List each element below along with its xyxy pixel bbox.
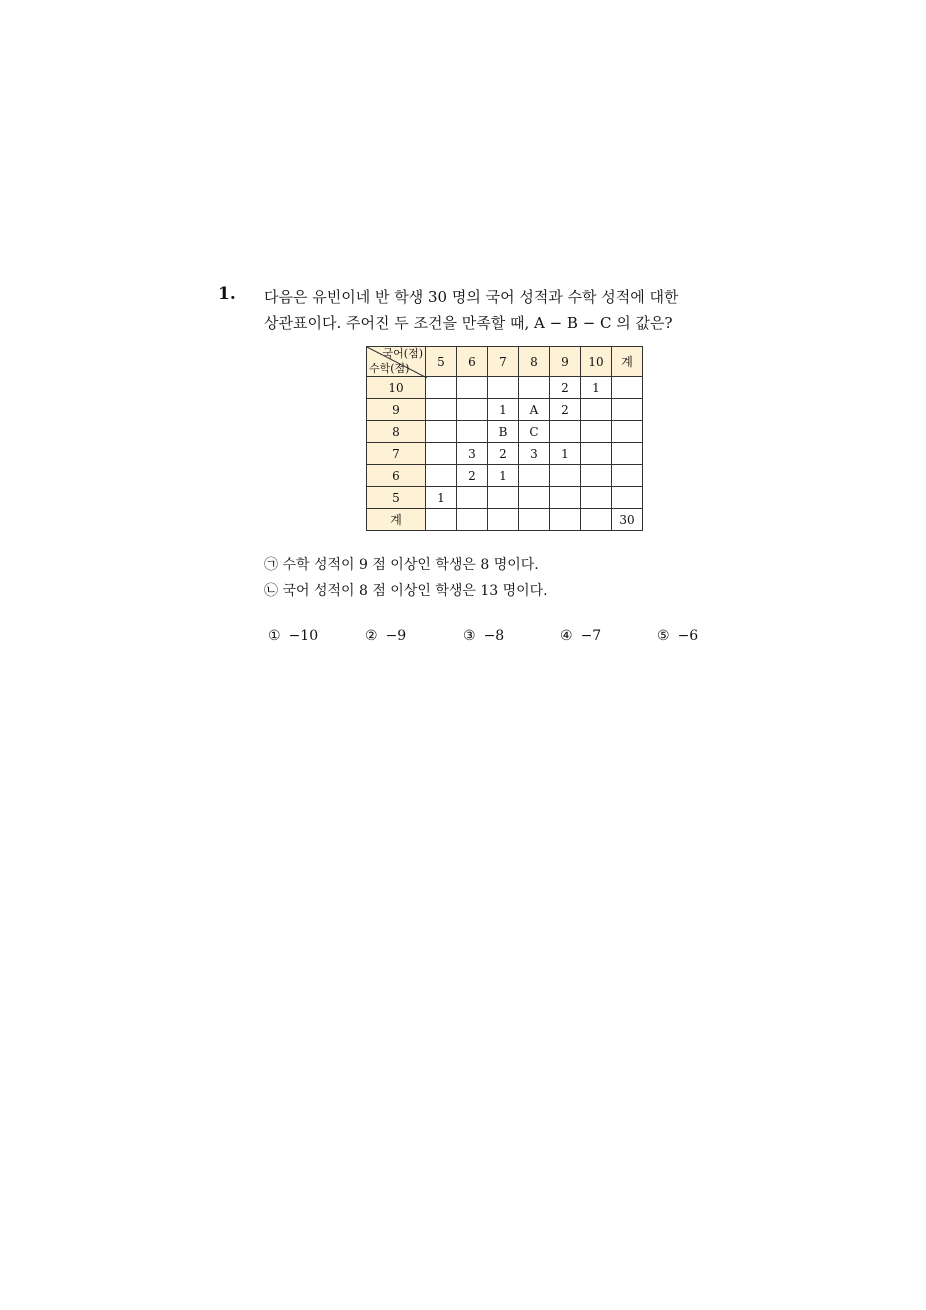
column-header: 7 xyxy=(488,347,519,377)
choice-value: −10 xyxy=(288,628,319,644)
condition-1: ㉠ 수학 성적이 9 점 이상인 학생은 8 명이다. xyxy=(264,557,539,573)
table-cell: 2 xyxy=(457,465,488,487)
table-header-row xyxy=(367,347,643,377)
choice-marker: ② xyxy=(365,628,378,644)
table-cell xyxy=(457,487,488,509)
table-cell xyxy=(612,399,643,421)
table-row xyxy=(367,443,643,465)
choice-value: −7 xyxy=(580,628,602,644)
condition-2: ㉡ 국어 성적이 8 점 이상인 학생은 13 명이다. xyxy=(264,583,548,599)
table-cell xyxy=(612,377,643,399)
table-cell xyxy=(612,465,643,487)
choice-5[interactable] xyxy=(657,628,698,644)
choice-3[interactable] xyxy=(463,628,504,644)
corner-column-label: 국어(점) xyxy=(382,347,423,360)
row-header: 5 xyxy=(367,487,426,509)
table-cell: 1 xyxy=(581,377,612,399)
row-header: 8 xyxy=(367,421,426,443)
row-header: 6 xyxy=(367,465,426,487)
column-header: 5 xyxy=(426,347,457,377)
row-header-total: 계 xyxy=(367,509,426,531)
table-cell xyxy=(581,399,612,421)
choice-2[interactable] xyxy=(365,628,406,644)
choice-marker: ③ xyxy=(463,628,476,644)
row-header: 7 xyxy=(367,443,426,465)
table-cell: B xyxy=(488,421,519,443)
table-cell xyxy=(612,443,643,465)
table-cell xyxy=(581,465,612,487)
table-cell: 1 xyxy=(488,399,519,421)
choice-4[interactable] xyxy=(560,628,601,644)
table-cell xyxy=(581,487,612,509)
table-cell xyxy=(426,421,457,443)
table-cell xyxy=(550,465,581,487)
table-cell xyxy=(612,421,643,443)
table-cell: 1 xyxy=(426,487,457,509)
column-header: 9 xyxy=(550,347,581,377)
question-text xyxy=(264,284,734,336)
question-line-2: 상관표이다. 주어진 두 조건을 만족할 때, A − B − C 의 값은? xyxy=(264,314,673,332)
table-cell xyxy=(519,487,550,509)
table-cell xyxy=(519,465,550,487)
table-cell xyxy=(426,465,457,487)
table-cell xyxy=(550,487,581,509)
question-number: 1. xyxy=(218,284,236,304)
row-header: 10 xyxy=(367,377,426,399)
table-cell xyxy=(426,377,457,399)
table-cell xyxy=(426,509,457,531)
table-cell xyxy=(457,421,488,443)
table-row xyxy=(367,487,643,509)
table-cell: 1 xyxy=(550,443,581,465)
choice-marker: ① xyxy=(268,628,281,644)
table-cell: 2 xyxy=(550,399,581,421)
table-cell xyxy=(426,443,457,465)
table-total-row xyxy=(367,509,643,531)
correlation-table xyxy=(366,346,643,531)
table-cell xyxy=(457,399,488,421)
table-cell: A xyxy=(519,399,550,421)
choice-1[interactable] xyxy=(268,628,318,644)
table-cell xyxy=(519,377,550,399)
table-row xyxy=(367,377,643,399)
table-cell xyxy=(457,377,488,399)
table-cell xyxy=(581,443,612,465)
table-cell xyxy=(488,487,519,509)
choice-marker: ⑤ xyxy=(657,628,670,644)
table-cell xyxy=(426,399,457,421)
corner-row-label: 수학(점) xyxy=(369,362,410,375)
table-cell: 3 xyxy=(457,443,488,465)
table-cell: 3 xyxy=(519,443,550,465)
column-header: 8 xyxy=(519,347,550,377)
table-cell: 1 xyxy=(488,465,519,487)
choice-value: −6 xyxy=(677,628,699,644)
table-cell xyxy=(519,509,550,531)
table-cell: C xyxy=(519,421,550,443)
table-corner-cell xyxy=(367,347,426,377)
table-cell xyxy=(581,509,612,531)
table-cell xyxy=(488,377,519,399)
table-row xyxy=(367,465,643,487)
table-row xyxy=(367,399,643,421)
choice-value: −9 xyxy=(385,628,407,644)
table-cell xyxy=(550,509,581,531)
table-cell xyxy=(457,509,488,531)
column-header-total: 계 xyxy=(612,347,643,377)
conditions xyxy=(264,552,548,604)
column-header: 10 xyxy=(581,347,612,377)
table-cell: 2 xyxy=(488,443,519,465)
table-cell xyxy=(488,509,519,531)
question-line-1: 다음은 유빈이네 반 학생 30 명의 국어 성적과 수학 성적에 대한 xyxy=(264,288,679,306)
table-cell xyxy=(612,487,643,509)
table-cell: 2 xyxy=(550,377,581,399)
table-cell xyxy=(550,421,581,443)
choice-marker: ④ xyxy=(560,628,573,644)
table-cell-grand-total: 30 xyxy=(612,509,643,531)
table-row xyxy=(367,421,643,443)
column-header: 6 xyxy=(457,347,488,377)
choice-value: −8 xyxy=(483,628,505,644)
table-cell xyxy=(581,421,612,443)
row-header: 9 xyxy=(367,399,426,421)
